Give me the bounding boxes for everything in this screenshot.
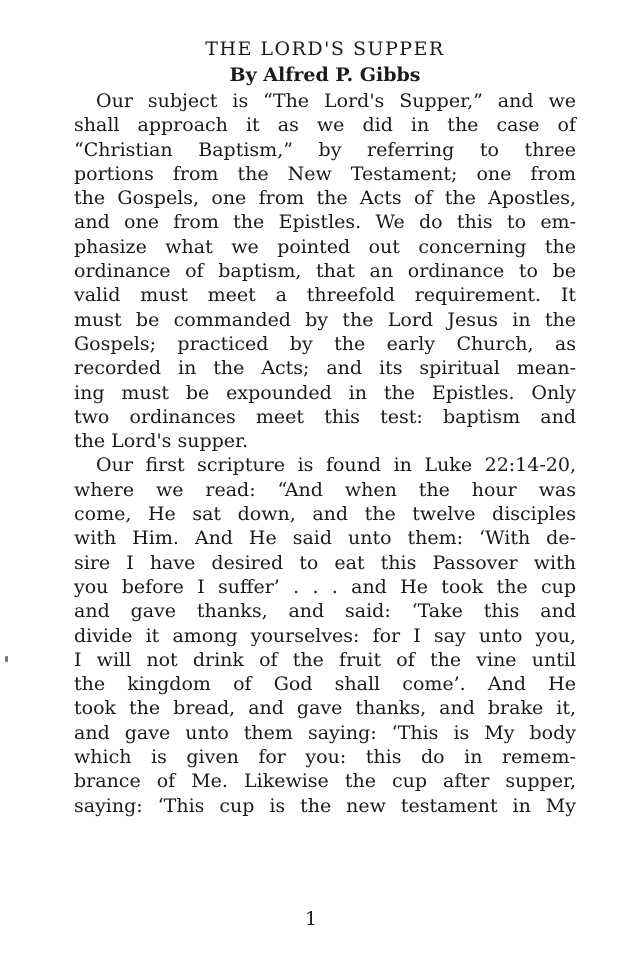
text-line: saying: ‘This cup is the new testament in My: [74, 794, 576, 817]
text-line: and gave unto them saying: ‘This is My body: [74, 721, 576, 744]
text-line: and gave thanks, and said: ‘Take this and: [74, 600, 576, 623]
text-line: shall approach it as we did in the case of: [74, 114, 576, 137]
text-line: ing must be expounded in the Epistles. Only: [74, 381, 576, 404]
text-line: you before I suffer’ . . . and He took the cup: [74, 575, 576, 598]
text-line: sire I have desired to eat this Passover with: [74, 551, 576, 574]
paragraph-2: [74, 453, 576, 817]
text-line: I will not drink of the fruit of the vine until: [74, 648, 576, 671]
text-line: portions from the New Testament; one from: [74, 162, 576, 185]
text-line: and one from the Epistles. We do this to em-: [74, 211, 576, 234]
text-line: took the bread, and gave thanks, and brake it,: [74, 697, 576, 720]
text-line: the Lord's supper.: [74, 430, 249, 453]
text-line: brance of Me. Likewise the cup after supper,: [74, 770, 576, 793]
text-line: come, He sat down, and the twelve disciples: [74, 503, 576, 526]
text-line: which is given for you: this do in remem-: [74, 746, 576, 769]
text-line: with Him. And He said unto them: ‘With de-: [74, 527, 576, 550]
text-line: divide it among yourselves: for I say unto you,: [74, 624, 576, 647]
text-line: the kingdom of God shall come’. And He: [74, 673, 576, 696]
document-author: By Alfred P. Gibbs: [229, 64, 421, 86]
text-line: recorded in the Acts; and its spiritual mean-: [74, 357, 576, 380]
text-line: phasize what we pointed out concerning the: [74, 235, 576, 258]
scan-speck: [5, 656, 8, 662]
text-line: ordinance of baptism, that an ordinance to be: [74, 260, 576, 283]
text-line: Our first scripture is found in Luke 22:14-20,: [96, 454, 576, 477]
document-title: THE LORD'S SUPPER: [205, 38, 445, 60]
text-line: Our subject is “The Lord's Supper,” and we: [96, 90, 576, 112]
text-line: “Christian Baptism,” by referring to three: [74, 138, 576, 161]
text-line: where we read: “And when the hour was: [74, 478, 576, 501]
document-page: [74, 36, 576, 818]
text-line: two ordinances meet this test: baptism and: [74, 405, 576, 428]
page-number: 1: [304, 908, 318, 930]
text-line: the Gospels, one from the Acts of the Apostles,: [74, 187, 576, 210]
text-line: must be commanded by the Lord Jesus in the: [74, 308, 576, 331]
paragraph-1: [74, 89, 576, 453]
text-line: valid must meet a threefold requirement. It: [74, 284, 576, 307]
text-line: Gospels; practiced by the early Church, as: [74, 332, 576, 355]
